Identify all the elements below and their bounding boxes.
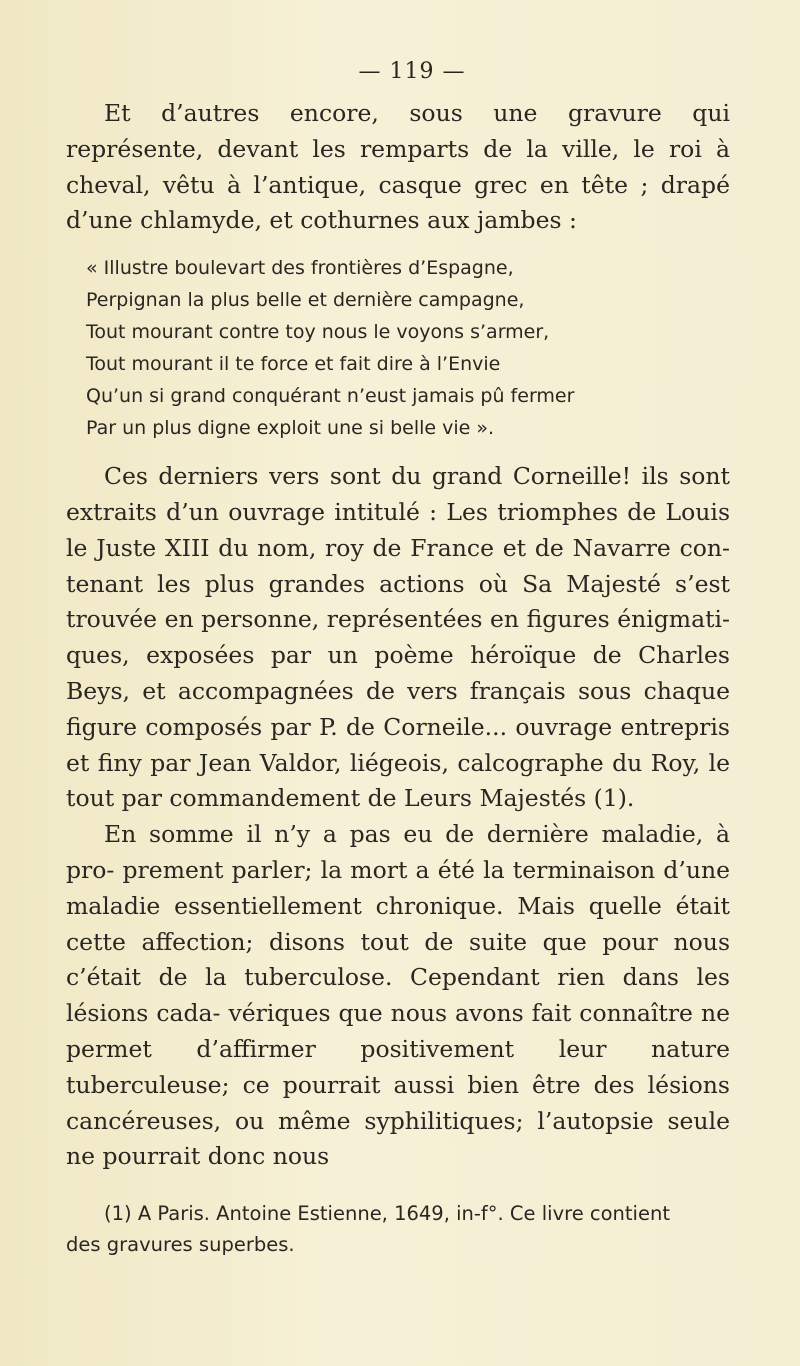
paragraph-2: Ces derniers vers sont du grand Corneille! ils sont extraits d’un ouvrage intitulé : Les triomphes de Louis le Juste XIII du nom, roy de France et de Navarre con- tenant les plus grandes actions où Sa Majesté s’est trouvée en personne, représentées en figures énigmati- ques, exposées par un poème héroïque de Charles Beys, et accompagnées de vers français sous chaque figure composés par P. de Corneile... ouvrage entrepris et finy par Jean Valdor, liégeois, calcographe du Roy, le tout par commandement de Leurs Majestés (1). (66, 462, 730, 813)
verse-line: « Illustre boulevart des frontières d’Espagne, (86, 257, 514, 280)
verse-line: Qu’un si grand conquérant n’eust jamais pû fermer (86, 385, 575, 408)
paragraph-1: Et d’autres encore, sous une gravure qui représente, devant les remparts de la ville, le roi à cheval, vêtu à l’antique, casque grec en tête ; drapé d’une chlamyde, et cothurnes aux jambes : (66, 99, 730, 235)
footnote-line: des gravures superbes. (66, 1233, 295, 1257)
page-number: — 119 — (358, 59, 466, 84)
paragraph-3: En somme il n’y a pas eu de dernière maladie, à pro- prement parler; la mort a été la terminaison d’une maladie essentiellement chronique. Mais quelle était cette affection; disons tout de suite que pour nous c’était de la tuberculose. Cependant rien dans les lésions cada- vériques que nous avons fait connaître ne permet d’affirmer positivement leur nature tuberculeuse; ce pourrait aussi bien être des lésions cancéreuses, ou même syphilitiques; l’autopsie seule ne pourrait donc nous (66, 820, 730, 1171)
book-page (66, 56, 730, 1260)
verse-line: Tout mourant contre toy nous le voyons s’armer, (86, 321, 550, 344)
footnote-line: (1) A Paris. Antoine Estienne, 1649, in-f°. Ce livre contient (104, 1202, 670, 1226)
verse-quote (86, 252, 730, 444)
footnote (66, 1198, 730, 1260)
main-text (66, 96, 730, 1175)
verse-line: Perpignan la plus belle et dernière campagne, (86, 289, 525, 312)
verse-line: Tout mourant il te force et fait dire à l’Envie (86, 353, 501, 376)
verse-line: Par un plus digne exploit une si belle vie ». (86, 417, 495, 440)
